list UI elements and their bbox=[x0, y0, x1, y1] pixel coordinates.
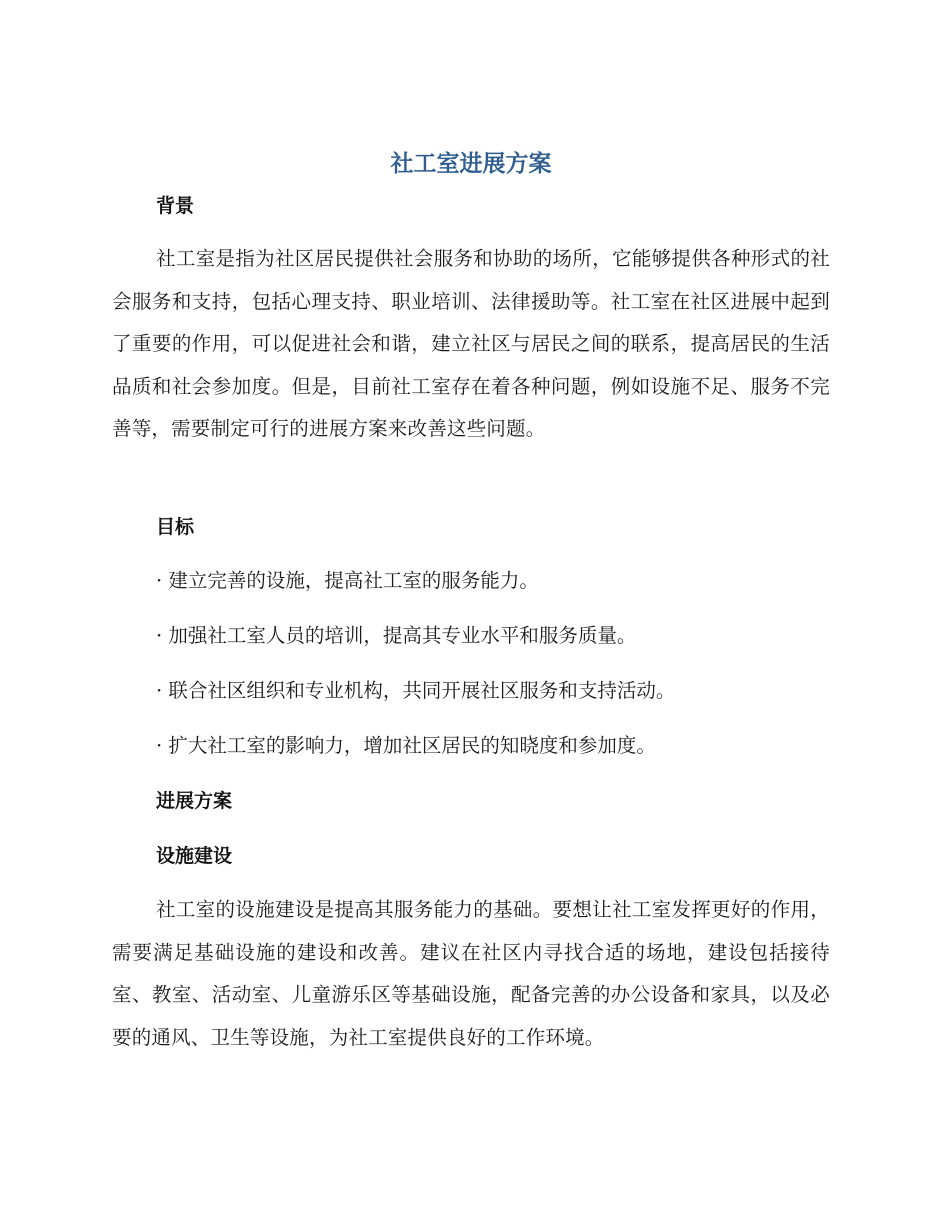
goal-list-item: · 建立完善的设施，提高社工室的服务能力。 bbox=[156, 569, 539, 592]
facilities-paragraph: 社工室的设施建设是提高其服务能力的基础。要想让社工室发挥更好的作用，需要满足基础设施的建设和改善。建议在社区内寻找合适的场地，建设包括接待室、教室、活动室、儿童游乐区等基础设施，配备完善的办公设备和家具，以及必要的通风、卫生等设施，为社工室提供良好的工作环境。 bbox=[112, 898, 830, 1049]
section-heading-plan: 进展方案 bbox=[156, 790, 233, 812]
section-heading-facilities: 设施建设 bbox=[156, 845, 233, 867]
goal-list-item: · 加强社工室人员的培训，提高其专业水平和服务质量。 bbox=[156, 624, 637, 647]
goal-list-item: · 扩大社工室的影响力，增加社区居民的知晓度和参加度。 bbox=[156, 734, 656, 757]
section-heading-goals: 目标 bbox=[156, 516, 195, 538]
document-title: 社工室进展方案 bbox=[390, 151, 552, 177]
goal-list-item: · 联合社区组织和专业机构，共同开展社区服务和支持活动。 bbox=[156, 679, 676, 702]
section-heading-background: 背景 bbox=[156, 195, 195, 217]
background-paragraph: 社工室是指为社区居民提供社会服务和协助的场所，它能够提供各种形式的社会服务和支持，包括心理支持、职业培训、法律援助等。社工室在社区进展中起到了重要的作用，可以促进社会和谐，建立社区与居民之间的联系，提高居民的生活品质和社会参加度。但是，目前社工室存在着各种问题，例如设施不足、服务不完善等，需要制定可行的进展方案来改善这些问题。 bbox=[112, 247, 830, 440]
